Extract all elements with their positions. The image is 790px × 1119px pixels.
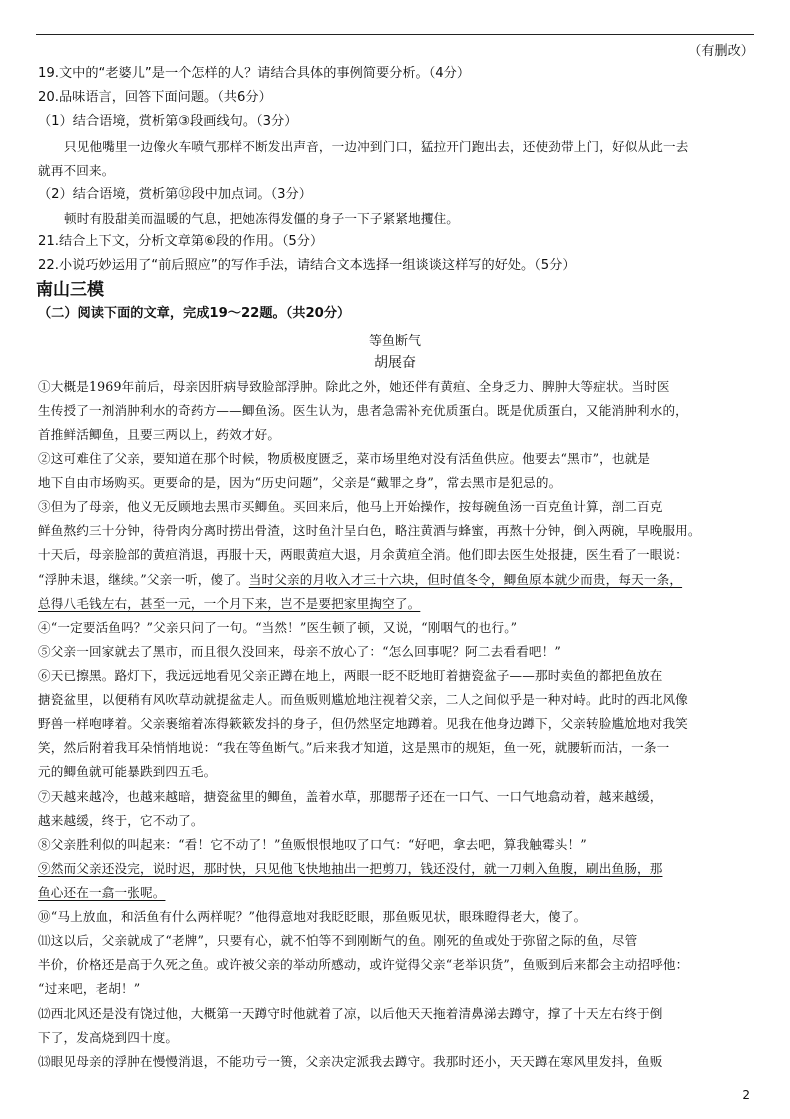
article-line: 下了，发高烧到四十度。 xyxy=(38,1030,179,1045)
question-21: 21.结合上下文，分析文章第⑥段的作用。（5分） xyxy=(38,234,324,249)
question-22: 22.小说巧妙运用了“前后照应”的写作手法，请结合文本选择一组谈谈这样写的好处。（5分） xyxy=(38,258,576,273)
article-line: ⑩“马上放血，和活鱼有什么两样呢？”他得意地对我眨眨眼，那鱼贩见状，眼珠瞪得老大，傻了。 xyxy=(38,909,587,924)
reading-instruction: （二）阅读下面的文章，完成19～22题。（共20分） xyxy=(38,306,351,321)
article-line: 十天后，母亲脸部的黄疸消退，再服十天，两眼黄疸大退，月余黄疸全消。他们即去医生处报捷，医生看了一眼说： xyxy=(38,547,688,562)
quote-line: 顿时有股甜美而温暖的气息，把她冻得发僵的身子一下子紧紧地攫住。 xyxy=(64,211,460,226)
article-line: ⑿西北风还是没有饶过他，大概第一天蹲守时他就着了凉，以后他天天拖着清鼻涕去蹲守，撑了十天左右终于倒 xyxy=(38,1006,663,1021)
article-title: 等鱼断气 xyxy=(368,334,421,349)
article-line-underlined: “浮肿未退，继续。”父亲一听，傻了。当时父亲的月收入才三十六块，但时值冬令，鲫鱼原本就少而贵，每天一条， xyxy=(38,572,683,587)
question-20-1: （1）结合语境，赏析第③段画线句。（3分） xyxy=(38,114,298,129)
quote-line: 只见他嘴里一边像火车喷气那样不断发出声音，一边冲到门口，猛拉开门跑出去，还使劲带上门，好似从此一去 xyxy=(64,139,689,154)
article-line: 笑，然后附着我耳朵悄悄地说：“我在等鱼断气。”后来我才知道，这是黑市的规矩，鱼一死，就腰斩而沽，一条一 xyxy=(38,740,670,755)
article-line: 野兽一样咆哮着。父亲裹缩着冻得簌簌发抖的身子，但仍然坚定地蹲着。见我在他身边蹲下，父亲转脸尴尬地对我笑 xyxy=(38,716,688,731)
header-rule xyxy=(36,34,754,35)
question-20: 20.品味语言，回答下面问题。（共6分） xyxy=(38,90,272,105)
article-line: 越来越缓，终于，它不动了。 xyxy=(38,813,204,828)
article-line-underlined: 总得八毛钱左右，甚至一元，一个月下来，岂不是要把家里掏空了。 xyxy=(38,596,421,611)
quote-line: 就再不回来。 xyxy=(38,163,115,178)
article-line: ⑦天越来越冷，也越来越暗，搪瓷盆里的鲫鱼，盖着水草，那腮帮子还在一口气、一口气地翕动着，越来越缓， xyxy=(38,789,663,804)
question-19: 19.文中的“老婆儿”是一个怎样的人？请结合具体的事例简要分析。（4分） xyxy=(38,66,471,81)
article-line-underlined: 鱼心还在一翕一张呢。 xyxy=(38,885,166,900)
article-line: 生传授了一剂消肿利水的奇药方——鲫鱼汤。医生认为，患者急需补充优质蛋白。既是优质蛋白，又能消肿利水的， xyxy=(38,403,688,418)
article-line: ⑤父亲一回家就去了黑市，而且很久没回来，母亲不放心了：“怎么回事呢？阿二去看看吧！” xyxy=(38,644,561,659)
article-line: “过来吧，老胡！” xyxy=(38,981,141,996)
article-line: 首推鲜活鲫鱼，且要三两以上，药效才好。 xyxy=(38,427,281,442)
header-note: （有删改） xyxy=(688,44,754,59)
question-20-2: （2）结合语境，赏析第⑫段中加点词。（3分） xyxy=(38,187,312,202)
article-line: ②这可难住了父亲，要知道在那个时候，物质极度匮乏，菜市场里绝对没有活鱼供应。他要去“黑市”，也就是 xyxy=(38,451,651,466)
article-line: ①大概是1969年前后，母亲因肝病导致脸部浮肿。除此之外，她还伴有黄疸、全身乏力、脾肿大等症状。当时医 xyxy=(38,379,670,394)
article-line: 半价，价格还是高于久死之鱼。或许被父亲的举动所感动，或许觉得父亲“老举识货”，鱼贩到后来都会主动招呼他： xyxy=(38,957,689,972)
article-line: ④“一定要活鱼吗？”父亲只问了一句。“当然！”医生顿了顿，又说，“刚咽气的也行。” xyxy=(38,620,518,635)
article-line: ⑾这以后，父亲就成了“老牌”，只要有心，就不怕等不到刚断气的鱼。刚死的鱼或处于弥留之际的鱼，尽管 xyxy=(38,933,638,948)
article-line: 元的鲫鱼就可能暴跌到四五毛。 xyxy=(38,764,217,779)
article-line: ⑥天已擦黑。路灯下，我远远地看见父亲正蹲在地上，两眼一眨不眨地盯着搪瓷盆子——那时卖鱼的都把鱼放在 xyxy=(38,668,663,683)
article-line: 搪瓷盆里，以便稍有风吹草动就提盆走人。而鱼贩则尴尬地注视着父亲，二人之间似乎是一种对峙。此时的西北风像 xyxy=(38,692,688,707)
page-number: 2 xyxy=(742,1088,750,1102)
section-title: 南山三模 xyxy=(36,280,104,300)
article-line: 鲜鱼熬约三十分钟，待骨肉分离时捞出骨渣，这时鱼汁呈白色，略注黄酒与蜂蜜，再熬十分钟，倒入两碗，早晚服用。 xyxy=(38,523,701,538)
article-line: 地下自由市场购买。更要命的是，因为“历史问题”，父亲是“戴罪之身”，常去黑市是犯忌的。 xyxy=(38,475,562,490)
article-line-underlined: ⑨然而父亲还没完，说时迟，那时快，只见他飞快地抽出一把剪刀，钱还没付，就一刀刺入鱼腹，刷出鱼肠，那 xyxy=(38,861,663,876)
article-line: ⒀眼见母亲的浮肿在慢慢消退，不能功亏一篑，父亲决定派我去蹲守。我那时还小，天天蹲在寒风里发抖，鱼贩 xyxy=(38,1054,663,1069)
article-line: ③但为了母亲，他义无反顾地去黑市买鲫鱼。买回来后，他马上开始操作，按每碗鱼汤一百克鱼计算，剖二百克 xyxy=(38,499,663,514)
article-line: ⑧父亲胜利似的叫起来：“看！它不动了！”鱼贩恨恨地叹了口气：“好吧，拿去吧，算我触霉头！” xyxy=(38,837,587,852)
article-author: 胡展奋 xyxy=(374,355,416,371)
